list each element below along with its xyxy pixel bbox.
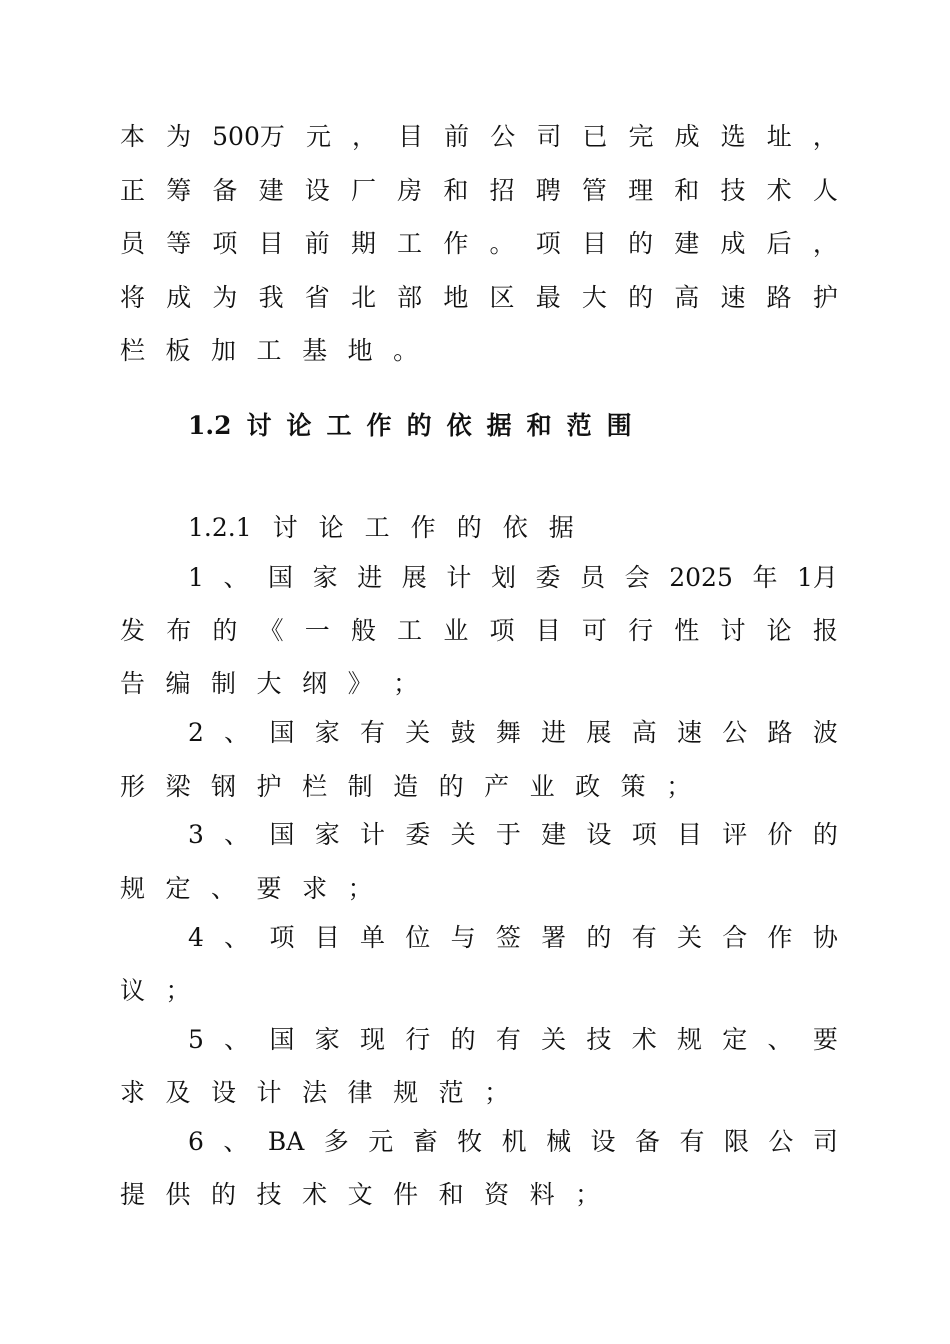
- intro-line-5: 栏 板 加 工 基 地 。: [120, 336, 419, 365]
- intro-line-4: 将 成 为 我 省 北 部 地 区 最 大 的 高 速 路 护: [120, 283, 838, 312]
- intro-line-1: 本 为 500万 元 ， 目 前 公 司 已 完 成 选 址 ，: [120, 122, 838, 151]
- item-2-line-2: 形 梁 钢 护 栏 制 造 的 产 业 政 策 ；: [120, 772, 692, 801]
- intro-line-2: 正 筹 备 建 设 厂 房 和 招 聘 管 理 和 技 术 人: [120, 176, 838, 205]
- section-heading: 1.2 讨 论 工 作 的 依 据 和 范 围: [188, 411, 632, 440]
- intro-line-3: 员 等 项 目 前 期 工 作 。 项 目 的 建 成 后 ，: [120, 229, 838, 258]
- item-1-line-1: 1 、 国 家 进 展 计 划 委 员 会 2025 年 1月: [188, 563, 838, 592]
- item-6-line-2: 提 供 的 技 术 文 件 和 资 料 ；: [120, 1180, 601, 1209]
- item-5-line-2: 求 及 设 计 法 律 规 范 ；: [120, 1078, 510, 1107]
- item-1-line-3: 告 编 制 大 纲 》 ；: [120, 669, 419, 698]
- item-6-line-1: 6 、 BA 多 元 畜 牧 机 械 设 备 有 限 公 司: [188, 1127, 838, 1156]
- item-4-line-1: 4 、 项 目 单 位 与 签 署 的 有 关 合 作 协: [188, 923, 838, 952]
- item-1-line-2: 发 布 的 《 一 般 工 业 项 目 可 行 性 讨 论 报: [120, 616, 838, 645]
- subsection-heading: 1.2.1 讨 论 工 作 的 依 据: [188, 513, 574, 542]
- item-3-line-2: 规 定 、 要 求 ；: [120, 874, 373, 903]
- item-5-line-1: 5 、 国 家 现 行 的 有 关 技 术 规 定 、 要: [188, 1025, 838, 1054]
- item-3-line-1: 3 、 国 家 计 委 关 于 建 设 项 目 评 价 的: [188, 820, 838, 849]
- item-2-line-1: 2 、 国 家 有 关 鼓 舞 进 展 高 速 公 路 波: [188, 718, 838, 747]
- item-4-line-2: 议 ；: [120, 976, 191, 1005]
